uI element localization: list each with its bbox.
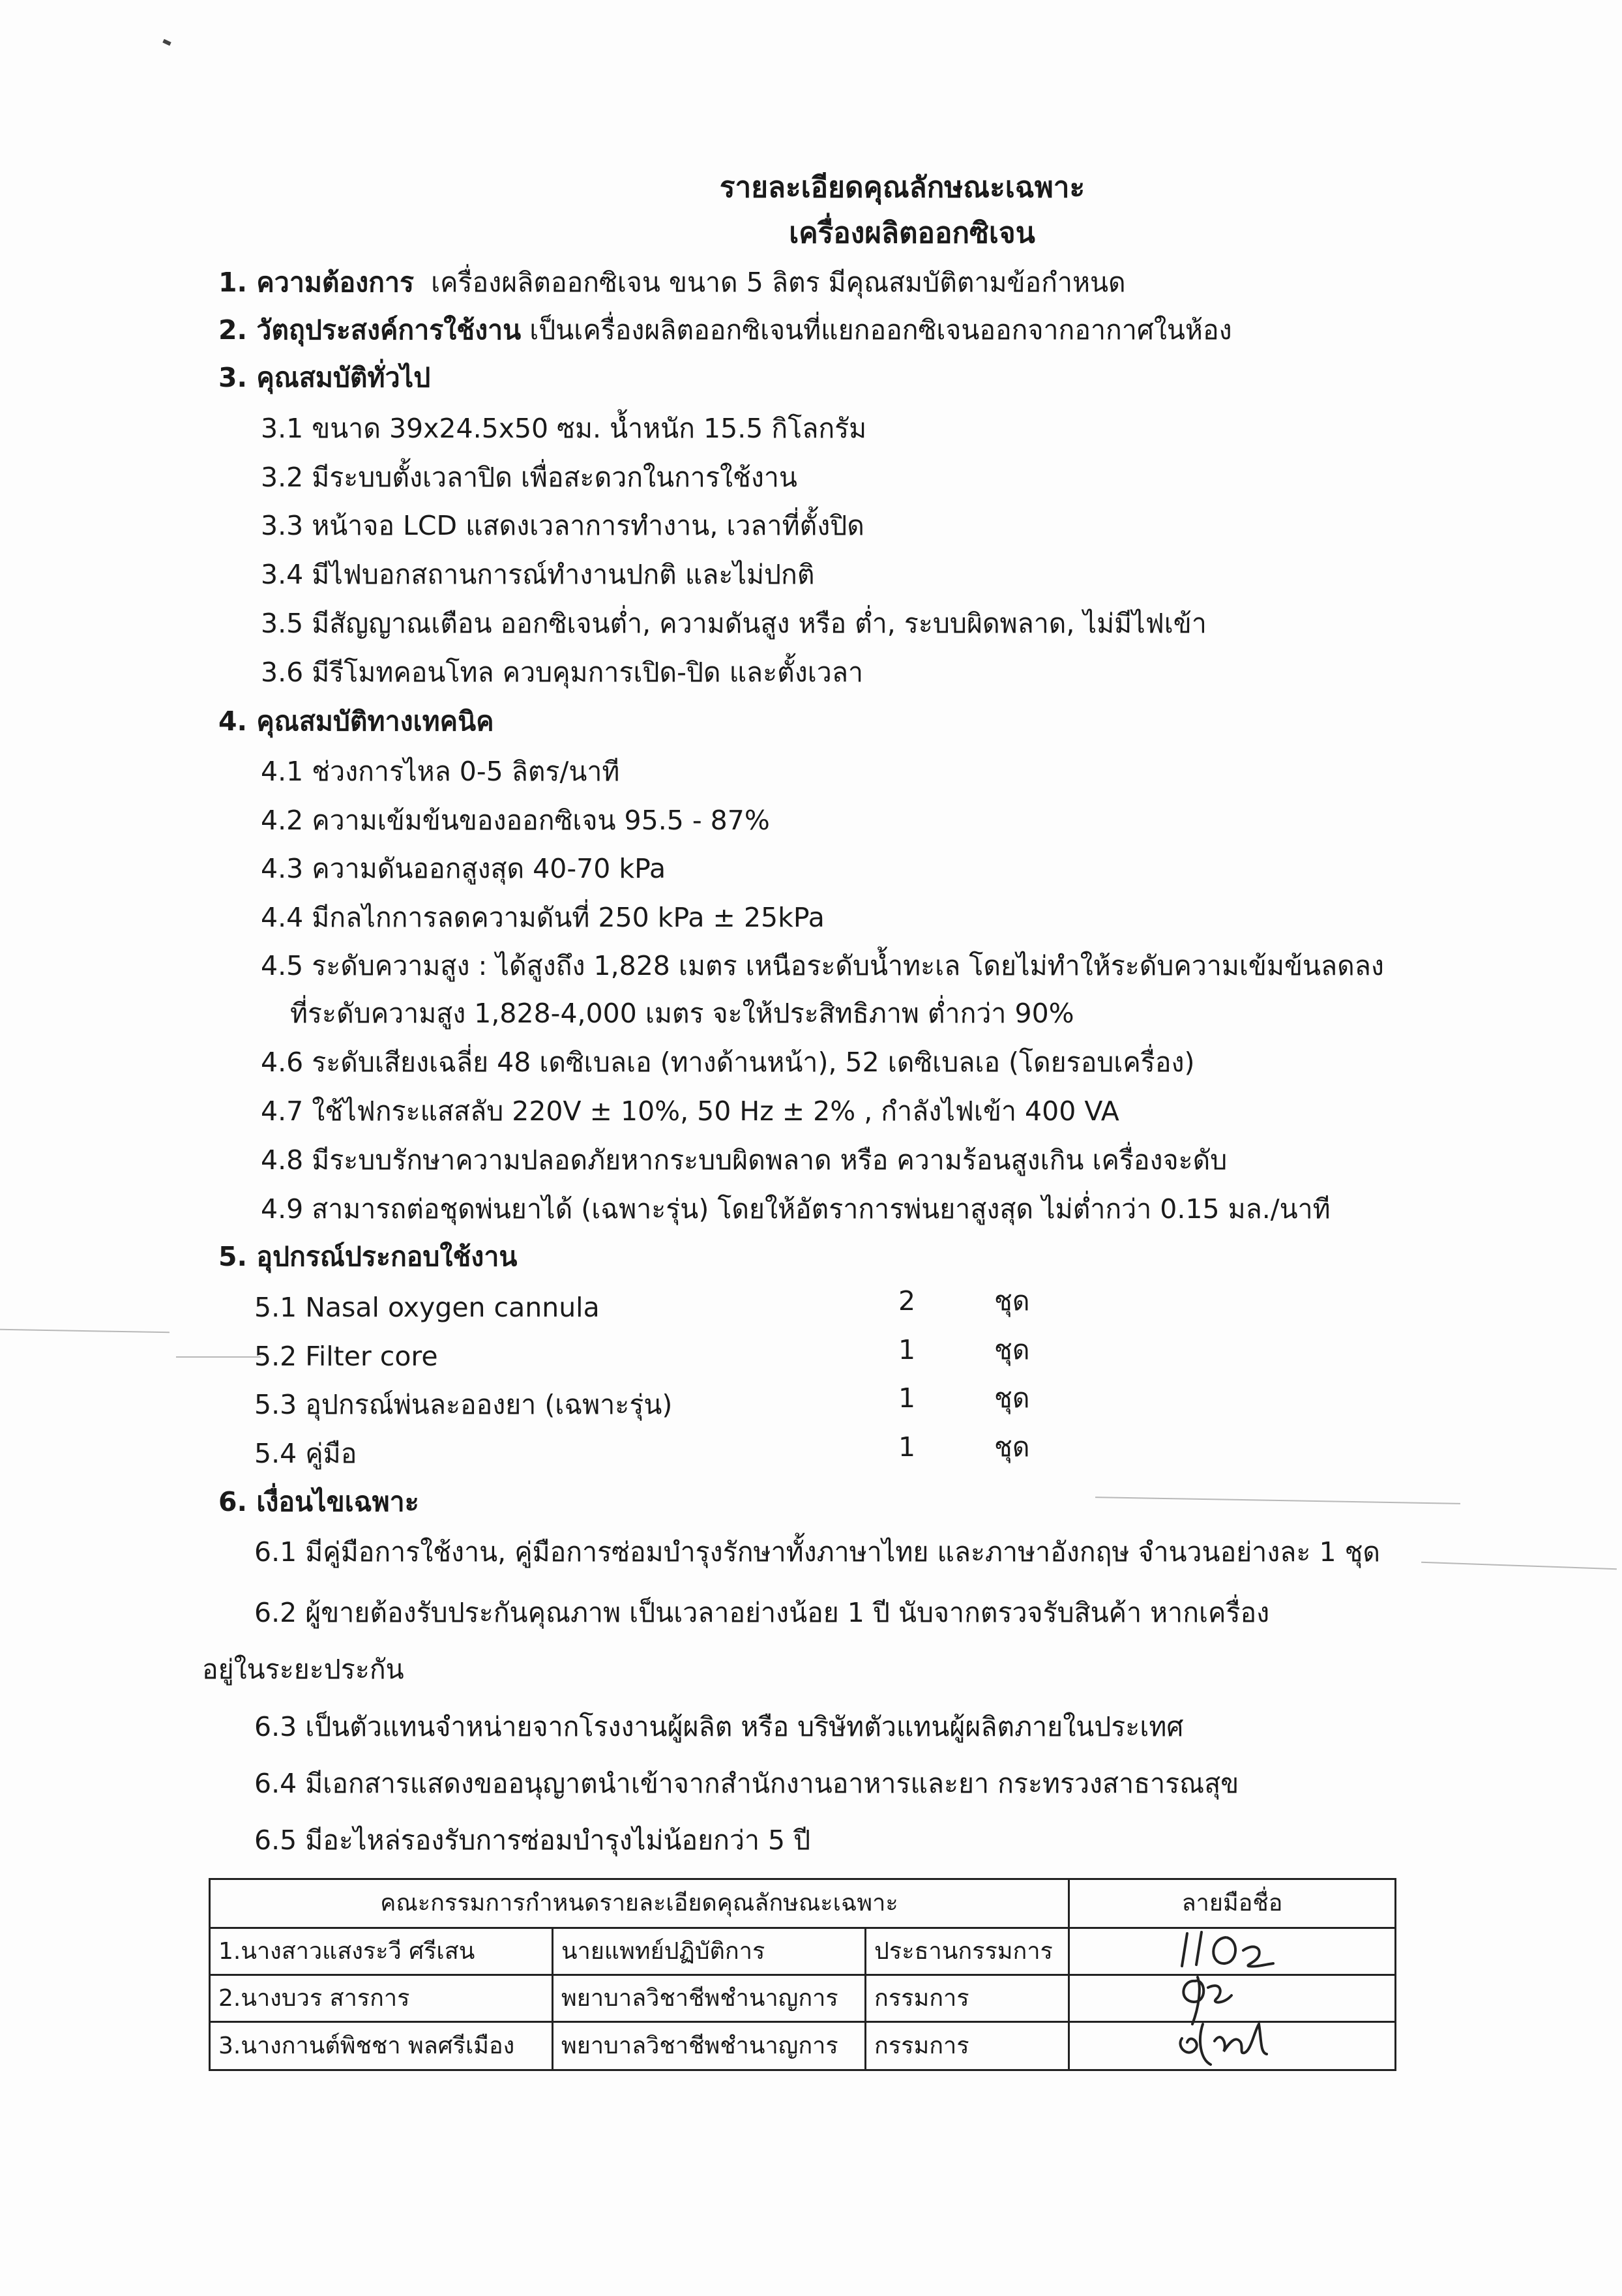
condition-item: 6.1 มีคู่มือการใช้งาน, คู่มือการซ่อมบำรุงรักษาทั้งภาษาไทย และภาษาอังกฤษ จำนวนอย่างละ 1 ชุด bbox=[254, 1536, 1381, 1568]
condition-item: 6.5 มีอะไหล่รองรับการซ่อมบำรุงไม่น้อยกว่า 5 ปี bbox=[254, 1825, 811, 1856]
section-1 bbox=[218, 263, 1126, 302]
committee-member-position: นายแพทย์ปฏิบัติการ bbox=[561, 1937, 765, 1965]
scan-mark bbox=[162, 39, 171, 46]
spec-item: 3.6 มีรีโมทคอนโทล ควบคุมการเปิด-ปิด และตั้งเวลา bbox=[261, 657, 863, 688]
tech-item: 4.5 ระดับความสูง : ได้สูงถึง 1,828 เมตร เหนือระดับน้ำทะเล โดยไม่ทำให้ระดับความเข้มข้นลดลง bbox=[261, 950, 1384, 981]
spec-item: 3.1 ขนาด 39x24.5x50 ซม. น้ำหนัก 15.5 กิโลกรัม bbox=[261, 413, 867, 444]
committee-member-position: พยาบาลวิชาชีพชำนาญการ bbox=[561, 2032, 838, 2059]
document-subtitle: เครื่องผลิตออกซิเจน bbox=[789, 216, 1035, 250]
section-2 bbox=[218, 310, 1232, 350]
tech-item: 4.8 มีระบบรักษาความปลอดภัยหากระบบผิดพลาด หรือ ความร้อนสูงเกิน เครื่องจะดับ bbox=[261, 1144, 1228, 1176]
scan-mark bbox=[1421, 1562, 1617, 1570]
spec-item: 3.2 มีระบบตั้งเวลาปิด เพื่อสะดวกในการใช้งาน bbox=[261, 462, 797, 493]
section-1-text: เครื่องผลิตออกซิเจน ขนาด 5 ลิตร มีคุณสมบัติตามข้อกำหนด bbox=[431, 267, 1126, 298]
section-6-heading: 6. เงื่อนไขเฉพาะ bbox=[218, 1486, 419, 1517]
scan-mark bbox=[176, 1356, 261, 1358]
table-header-signature: ลายมือชื่อ bbox=[1181, 1890, 1283, 1916]
section-2-text: เป็นเครื่องผลิตออกซิเจนที่แยกออกซิเจนออกจากอากาศในห้อง bbox=[529, 314, 1232, 346]
committee-member-name: 3.นางกานต์พิชชา พลศรีเมือง bbox=[218, 2032, 515, 2059]
committee-member-position: พยาบาลวิชาชีพชำนาญการ bbox=[561, 1984, 838, 2012]
committee-member-role: กรรมการ bbox=[874, 2032, 969, 2059]
accessory-qty: 1 bbox=[898, 1431, 916, 1463]
tech-item: 4.2 ความเข้มข้นของออกซิเจน 95.5 - 87% bbox=[261, 805, 770, 836]
accessory-name: 5.1 Nasal oxygen cannula bbox=[254, 1292, 600, 1323]
committee-member-role: ประธานกรรมการ bbox=[874, 1937, 1053, 1965]
signature-2-3 bbox=[1156, 1961, 1293, 2076]
accessory-qty: 1 bbox=[898, 1382, 916, 1414]
condition-item: 6.2 ผู้ขายต้องรับประกันคุณภาพ เป็นเวลาอย่างน้อย 1 ปี นับจากตรวจรับสินค้า หากเครื่อง bbox=[254, 1597, 1270, 1628]
accessory-qty: 2 bbox=[898, 1285, 916, 1317]
section-4-heading: 4. คุณสมบัติทางเทคนิค bbox=[218, 706, 494, 737]
tech-item: 4.6 ระดับเสียงเฉลี่ย 48 เดซิเบลเอ (ทางด้านหน้า), 52 เดซิเบลเอ (โดยรอบเครื่อง) bbox=[261, 1047, 1195, 1078]
tech-item: 4.3 ความดันออกสูงสุด 40-70 kPa bbox=[261, 853, 666, 884]
condition-item-continuation: อยู่ในระยะประกัน bbox=[202, 1654, 404, 1685]
accessory-unit: ชุด bbox=[994, 1334, 1030, 1365]
tech-item-continuation: ที่ระดับความสูง 1,828-4,000 เมตร จะให้ประสิทธิภาพ ต่ำกว่า 90% bbox=[290, 998, 1074, 1029]
tech-item: 4.1 ช่วงการไหล 0-5 ลิตร/นาที bbox=[261, 756, 620, 787]
committee-member-name: 2.นางบวร สารการ bbox=[218, 1984, 410, 2012]
accessory-unit: ชุด bbox=[994, 1382, 1030, 1414]
condition-item: 6.4 มีเอกสารแสดงขออนุญาตนำเข้าจากสำนักงานอาหารและยา กระทรวงสาธารณสุข bbox=[254, 1768, 1239, 1799]
section-1-heading: 1. ความต้องการ bbox=[218, 267, 415, 298]
table-header-committee: คณะกรรมการกำหนดรายละเอียดคุณลักษณะเฉพาะ bbox=[380, 1890, 898, 1916]
committee-member-name: 1.นางสาวแสงระวี ศรีเสน bbox=[218, 1937, 475, 1965]
spec-item: 3.4 มีไฟบอกสถานการณ์ทำงานปกติ และไม่ปกติ bbox=[261, 559, 815, 590]
spec-item: 3.5 มีสัญญาณเตือน ออกซิเจนต่ำ, ความดันสูง หรือ ต่ำ, ระบบผิดพลาด, ไม่มีไฟเข้า bbox=[261, 608, 1207, 639]
scan-mark bbox=[0, 1329, 170, 1334]
committee-table bbox=[209, 1878, 1396, 2071]
accessory-qty: 1 bbox=[898, 1334, 916, 1365]
tech-item: 4.9 สามารถต่อชุดพ่นยาได้ (เฉพาะรุ่น) โดยให้อัตราการพ่นยาสูงสุด ไม่ต่ำกว่า 0.15 มล./นาที bbox=[261, 1193, 1331, 1225]
accessory-name: 5.3 อุปกรณ์พ่นละอองยา (เฉพาะรุ่น) bbox=[254, 1389, 673, 1420]
tech-item: 4.4 มีกลไกการลดความดันที่ 250 kPa ± 25kPa bbox=[261, 902, 825, 933]
accessory-name: 5.2 Filter core bbox=[254, 1341, 438, 1372]
condition-item: 6.3 เป็นตัวแทนจำหน่ายจากโรงงานผู้ผลิต หรือ บริษัทตัวแทนผู้ผลิตภายในประเทศ bbox=[254, 1711, 1184, 1742]
spec-item: 3.3 หน้าจอ LCD แสดงเวลาการทำงาน, เวลาที่ตั้งปิด bbox=[261, 510, 864, 541]
tech-item: 4.7 ใช้ไฟกระแสสลับ 220V ± 10%, 50 Hz ± 2% , กำลังไฟเข้า 400 VA bbox=[261, 1096, 1119, 1127]
section-5-heading: 5. อุปกรณ์ประกอบใช้งาน bbox=[218, 1241, 518, 1272]
accessory-unit: ชุด bbox=[994, 1431, 1030, 1463]
section-3-heading: 3. คุณสมบัติทั่วไป bbox=[218, 362, 431, 393]
accessory-name: 5.4 คู่มือ bbox=[254, 1438, 357, 1469]
committee-member-role: กรรมการ bbox=[874, 1984, 969, 2012]
document-title: รายละเอียดคุณลักษณะเฉพาะ bbox=[719, 171, 1085, 204]
accessory-unit: ชุด bbox=[994, 1285, 1030, 1317]
section-2-heading: 2. วัตถุประสงค์การใช้งาน bbox=[218, 314, 522, 346]
scan-mark bbox=[1095, 1497, 1460, 1504]
